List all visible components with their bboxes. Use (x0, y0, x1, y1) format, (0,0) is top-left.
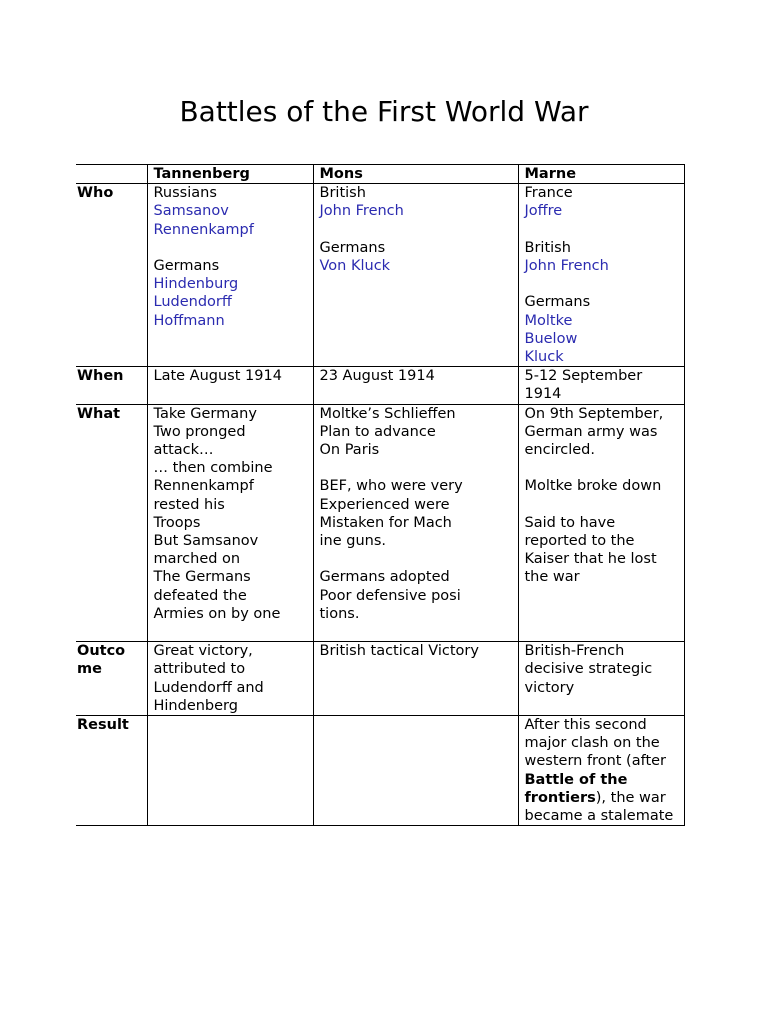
commander-name: Samsanov (153, 203, 229, 220)
line-gap (525, 496, 680, 514)
cell-line: defeated the (153, 587, 247, 604)
cell-line: British (319, 185, 366, 202)
cell-line: Russians (153, 185, 217, 202)
cell-who-marne (518, 184, 684, 367)
cell-line: marched on (153, 551, 241, 568)
commander-name: Joffre (524, 203, 563, 220)
row-when (76, 367, 684, 404)
cell-line: But Samsanov (153, 533, 259, 550)
cell-line: Moltke broke down (524, 478, 662, 495)
battle-of-the-frontiers: Battle of the frontiers (524, 771, 628, 806)
line-gap (525, 221, 680, 239)
cell-result-tannenberg (147, 716, 313, 826)
commander-name: Hindenburg (153, 276, 239, 293)
commander-name: Von Kluck (319, 258, 391, 274)
cell-result-mons (313, 716, 518, 826)
cell-line: Kaiser that he lost (524, 551, 657, 568)
cell-line: attack… (153, 442, 214, 459)
commander-name: Ludendorff (153, 294, 232, 311)
cell-line: Germans (524, 294, 591, 311)
commander-name: Rennenkampf (153, 221, 254, 238)
row-who (76, 184, 684, 367)
cell-when-mons: 23 August 1914 (313, 367, 518, 404)
row-label-outcome-text: Outco me (77, 643, 126, 678)
result-text-after: ), the war became a stalemate (524, 789, 674, 825)
cell-line: … then combine (153, 460, 273, 477)
commander-name: Moltke (524, 312, 573, 329)
cell-line: Two pronged (153, 423, 246, 440)
row-what (76, 404, 684, 642)
cell-line: France (524, 185, 573, 202)
cell-what-marne (518, 404, 684, 642)
cell-line: Troops (153, 514, 201, 531)
cell-line: The Germans (153, 569, 251, 586)
cell-line: BEF, who were very (319, 478, 463, 495)
cell-outcome-marne: British-French decisive strategic victory (518, 642, 684, 716)
cell-line: German army was (524, 423, 658, 440)
header-tannenberg: Tannenberg (147, 165, 313, 184)
cell-line: Plan to advance (319, 423, 436, 440)
line-gap (525, 459, 680, 477)
cell-line: On Paris (319, 442, 380, 459)
line-gap (154, 239, 309, 257)
header-marne: Marne (518, 165, 684, 184)
cell-who-mons (313, 184, 518, 367)
line-gap (525, 275, 680, 293)
cell-line: Moltke’s Schlieffen (319, 405, 456, 422)
battles-table (76, 164, 685, 826)
header-corner (76, 165, 147, 184)
cell-line: ine guns. (319, 533, 386, 550)
cell-line: Rennenkampf (153, 478, 254, 495)
cell-when-marne: 5-12 September 1914 (518, 367, 684, 404)
row-label-result: Result (76, 716, 147, 826)
header-mons: Mons (313, 165, 518, 184)
commander-name: John French (524, 258, 609, 274)
header-row (76, 165, 684, 184)
cell-outcome-mons: British tactical Victory (313, 642, 518, 716)
row-label-when: When (76, 367, 147, 404)
cell-result-marne (518, 716, 684, 826)
cell-what-mons (313, 404, 518, 642)
line-gap (320, 459, 514, 477)
line-gap (320, 221, 514, 239)
cell-line: Armies on by one (153, 605, 281, 622)
cell-line: Poor defensive posi (319, 587, 461, 604)
row-label-what: What (76, 404, 147, 642)
page-title: Battles of the First World War (179, 95, 589, 128)
cell-line: reported to the (524, 533, 635, 549)
cell-line: encircled. (524, 442, 595, 459)
cell-line: Germans (319, 239, 386, 256)
commander-name: John French (319, 203, 404, 220)
cell-line: Germans adopted (319, 569, 450, 586)
cell-line: tions. (319, 605, 360, 622)
cell-line: the war (524, 569, 580, 586)
cell-outcome-tannenberg: Great victory, attributed to Ludendorff and Hindenberg (147, 642, 313, 716)
row-outcome (76, 642, 684, 716)
row-result (76, 716, 684, 826)
cell-when-tannenberg: Late August 1914 (147, 367, 313, 404)
row-label-who: Who (76, 184, 147, 367)
cell-line: rested his (153, 496, 225, 513)
line-gap (320, 550, 514, 568)
cell-line: Experienced were (319, 496, 450, 513)
cell-line: Said to have (524, 514, 616, 531)
cell-line: Germans (153, 258, 220, 274)
cell-who-tannenberg (147, 184, 313, 367)
commander-name: Buelow (524, 330, 578, 347)
commander-name: Hoffmann (153, 312, 225, 329)
cell-line: On 9th September, (524, 405, 664, 422)
cell-line: Take Germany (153, 405, 257, 422)
row-label-outcome (76, 642, 147, 716)
cell-line: Mistaken for Mach (319, 514, 452, 531)
cell-line: British (524, 239, 571, 256)
cell-what-tannenberg (147, 404, 313, 642)
line-gap (154, 623, 309, 641)
commander-name: Kluck (524, 349, 564, 365)
result-text-before: After this second major clash on the western front (after (524, 717, 667, 770)
